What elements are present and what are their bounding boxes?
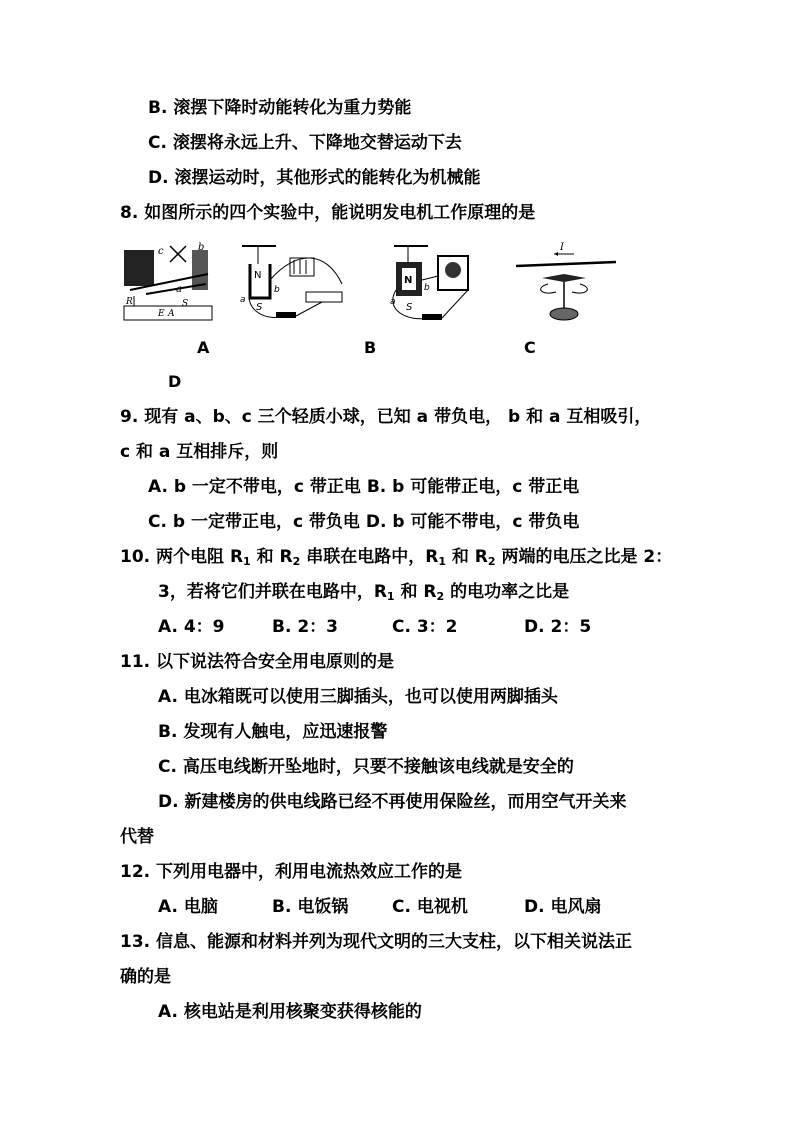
q9-options-cd: C. b 一定带正电，c 带负电 D. b 可能不带电，c 带负电 — [148, 512, 580, 532]
q10-stem-line1: 10. 两个电阻 $R_1$ 和 $R_2$ 串联在电路中，$R_1$ 和 $R_2$ 两端的电压之比是 2： — [120, 547, 673, 568]
fig3-label-a: a — [390, 297, 396, 307]
figure-generator-experiment — [378, 240, 476, 326]
q8-label-b: B — [364, 338, 377, 357]
q12-option-d: D. 电风扇 — [524, 897, 602, 917]
q8-stem: 8. 如图所示的四个实验中，能说明发电机工作原理的是 — [120, 203, 536, 223]
fig3-label-n: N — [404, 275, 413, 286]
q11-option-b: B. 发现有人触电，应迅速报警 — [158, 722, 388, 742]
q7-option-d: D. 滚摆运动时，其他形式的能转化为机械能 — [148, 168, 481, 188]
q7-option-c: C. 滚摆将永远上升、下降地交替运动下去 — [148, 133, 462, 153]
q9-stem-line2: c 和 a 互相排斥，则 — [120, 442, 279, 462]
figure-rail-experiment — [122, 240, 214, 324]
fig1-label-c: c — [158, 246, 164, 257]
fig1-label-r: R — [126, 297, 133, 307]
fig2-label-a: a — [240, 295, 246, 305]
figure-oersted-experiment — [514, 240, 618, 326]
fig1-label-b: b — [198, 242, 205, 253]
q10-stem-line2: 3，若将它们并联在电路中，$R_1$ 和 $R_2$ 的电功率之比是 — [158, 582, 570, 603]
q13-stem-line1: 13. 信息、能源和材料并列为现代文明的三大支柱，以下相关说法正 — [120, 932, 633, 952]
fig4-label-i: I — [560, 242, 564, 253]
fig1-label-s: S — [182, 299, 189, 309]
q11-option-d-line1: D. 新建楼房的供电线路已经不再使用保险丝，而用空气开关来 — [158, 792, 627, 812]
q13-option-a: A. 核电站是利用核聚变获得核能的 — [158, 1002, 422, 1022]
q11-stem: 11. 以下说法符合安全用电原则的是 — [120, 652, 395, 672]
q10-option-c: C. 3：2 — [392, 617, 458, 637]
q12-option-b: B. 电饭锅 — [272, 897, 349, 917]
fig3-label-b: b — [424, 283, 430, 293]
q13-stem-line2: 确的是 — [120, 967, 171, 987]
q8-label-c: C — [524, 338, 536, 357]
fig1-label-a2: A — [168, 309, 175, 319]
q8-label-a: A — [197, 338, 210, 357]
fig3-label-s: S — [406, 302, 413, 313]
q12-stem: 12. 下列用电器中，利用电流热效应工作的是 — [120, 862, 463, 882]
q10-option-b: B. 2：3 — [272, 617, 338, 637]
q9-options-ab: A. b 一定不带电，c 带正电 B. b 可能带正电，c 带正电 — [148, 477, 580, 497]
q7-option-b: B. 滚摆下降时动能转化为重力势能 — [148, 98, 412, 118]
q8-label-d: D — [168, 372, 182, 391]
q11-option-d-line2: 代替 — [120, 827, 154, 847]
fig2-label-n: N — [254, 270, 262, 281]
q12-option-c: C. 电视机 — [392, 897, 468, 917]
fig1-label-a: a — [176, 284, 182, 295]
q11-option-a: A. 电冰箱既可以使用三脚插头，也可以使用两脚插头 — [158, 687, 558, 707]
fig1-label-e: E — [158, 309, 165, 319]
q12-option-a: A. 电脑 — [158, 897, 218, 917]
figure-motor-experiment — [236, 240, 348, 326]
fig2-label-s: S — [256, 302, 263, 313]
q11-option-c: C. 高压电线断开坠地时，只要不接触该电线就是安全的 — [158, 757, 574, 777]
fig2-label-b: b — [274, 285, 280, 295]
q10-option-d: D. 2：5 — [524, 617, 592, 637]
q9-stem-line1: 9. 现有 a、b、c 三个轻质小球，已知 a 带负电， b 和 a 互相吸引， — [120, 407, 652, 427]
q10-option-a: A. 4：9 — [158, 617, 225, 637]
